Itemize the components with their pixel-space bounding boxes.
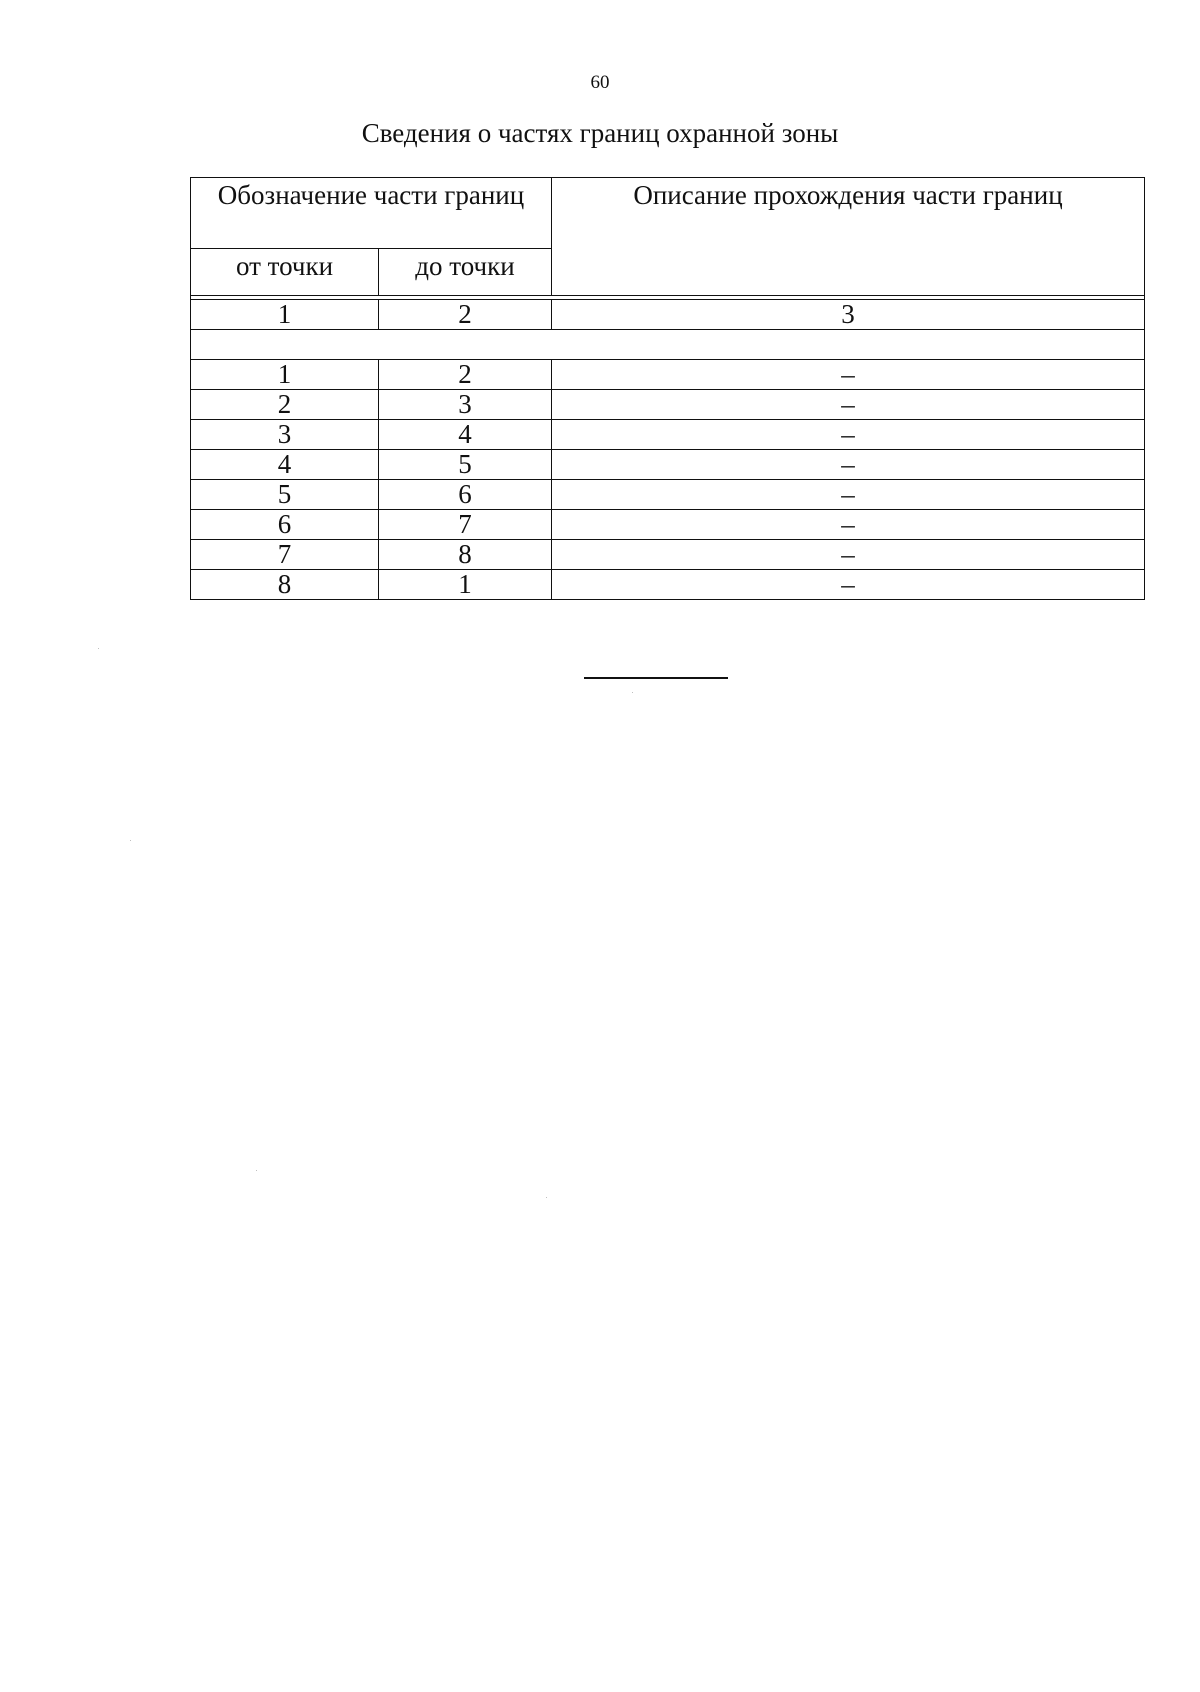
table-row [191, 540, 1145, 570]
column-number: 2 [379, 300, 552, 330]
cell-description: – [552, 360, 1145, 390]
cell-description: – [552, 390, 1145, 420]
page-number: 60 [590, 72, 610, 93]
table-row [191, 360, 1145, 390]
cell-from-point: 1 [191, 360, 379, 390]
cell-to-point: 8 [379, 540, 552, 570]
header-to-point: до точки [379, 249, 552, 296]
scan-speck [98, 648, 99, 649]
blank-row [191, 330, 1145, 360]
table-row [191, 480, 1145, 510]
cell-from-point: 8 [191, 570, 379, 600]
cell-to-point: 6 [379, 480, 552, 510]
cell-from-point: 4 [191, 450, 379, 480]
cell-from-point: 3 [191, 420, 379, 450]
table-row [191, 570, 1145, 600]
cell-to-point: 5 [379, 450, 552, 480]
cell-description: – [552, 450, 1145, 480]
cell-description: – [552, 420, 1145, 450]
cell-to-point: 1 [379, 570, 552, 600]
scan-speck [546, 1197, 547, 1198]
end-of-document-rule [584, 677, 728, 679]
cell-from-point: 7 [191, 540, 379, 570]
scan-speck [130, 840, 131, 841]
cell-description: – [552, 540, 1145, 570]
column-number: 3 [552, 300, 1145, 330]
column-number: 1 [191, 300, 379, 330]
header-designation: Обозначение части границ [191, 178, 552, 249]
page-title: Сведения о частях границ охранной зоны [361, 118, 839, 148]
cell-to-point: 3 [379, 390, 552, 420]
column-number-row [191, 300, 1145, 330]
cell-from-point: 5 [191, 480, 379, 510]
table-row [191, 450, 1145, 480]
header-from-point: от точки [191, 249, 379, 296]
table-row [191, 390, 1145, 420]
cell-description: – [552, 570, 1145, 600]
cell-description: – [552, 480, 1145, 510]
cell-to-point: 4 [379, 420, 552, 450]
header-row [191, 178, 1145, 249]
scan-speck [256, 1170, 257, 1171]
cell-to-point: 7 [379, 510, 552, 540]
boundary-parts-table [190, 177, 1145, 600]
cell-from-point: 6 [191, 510, 379, 540]
table-row [191, 420, 1145, 450]
cell-description: – [552, 510, 1145, 540]
table-row [191, 510, 1145, 540]
header-description: Описание прохождения части границ [552, 178, 1145, 296]
scan-speck [632, 692, 633, 693]
cell-to-point: 2 [379, 360, 552, 390]
cell-from-point: 2 [191, 390, 379, 420]
